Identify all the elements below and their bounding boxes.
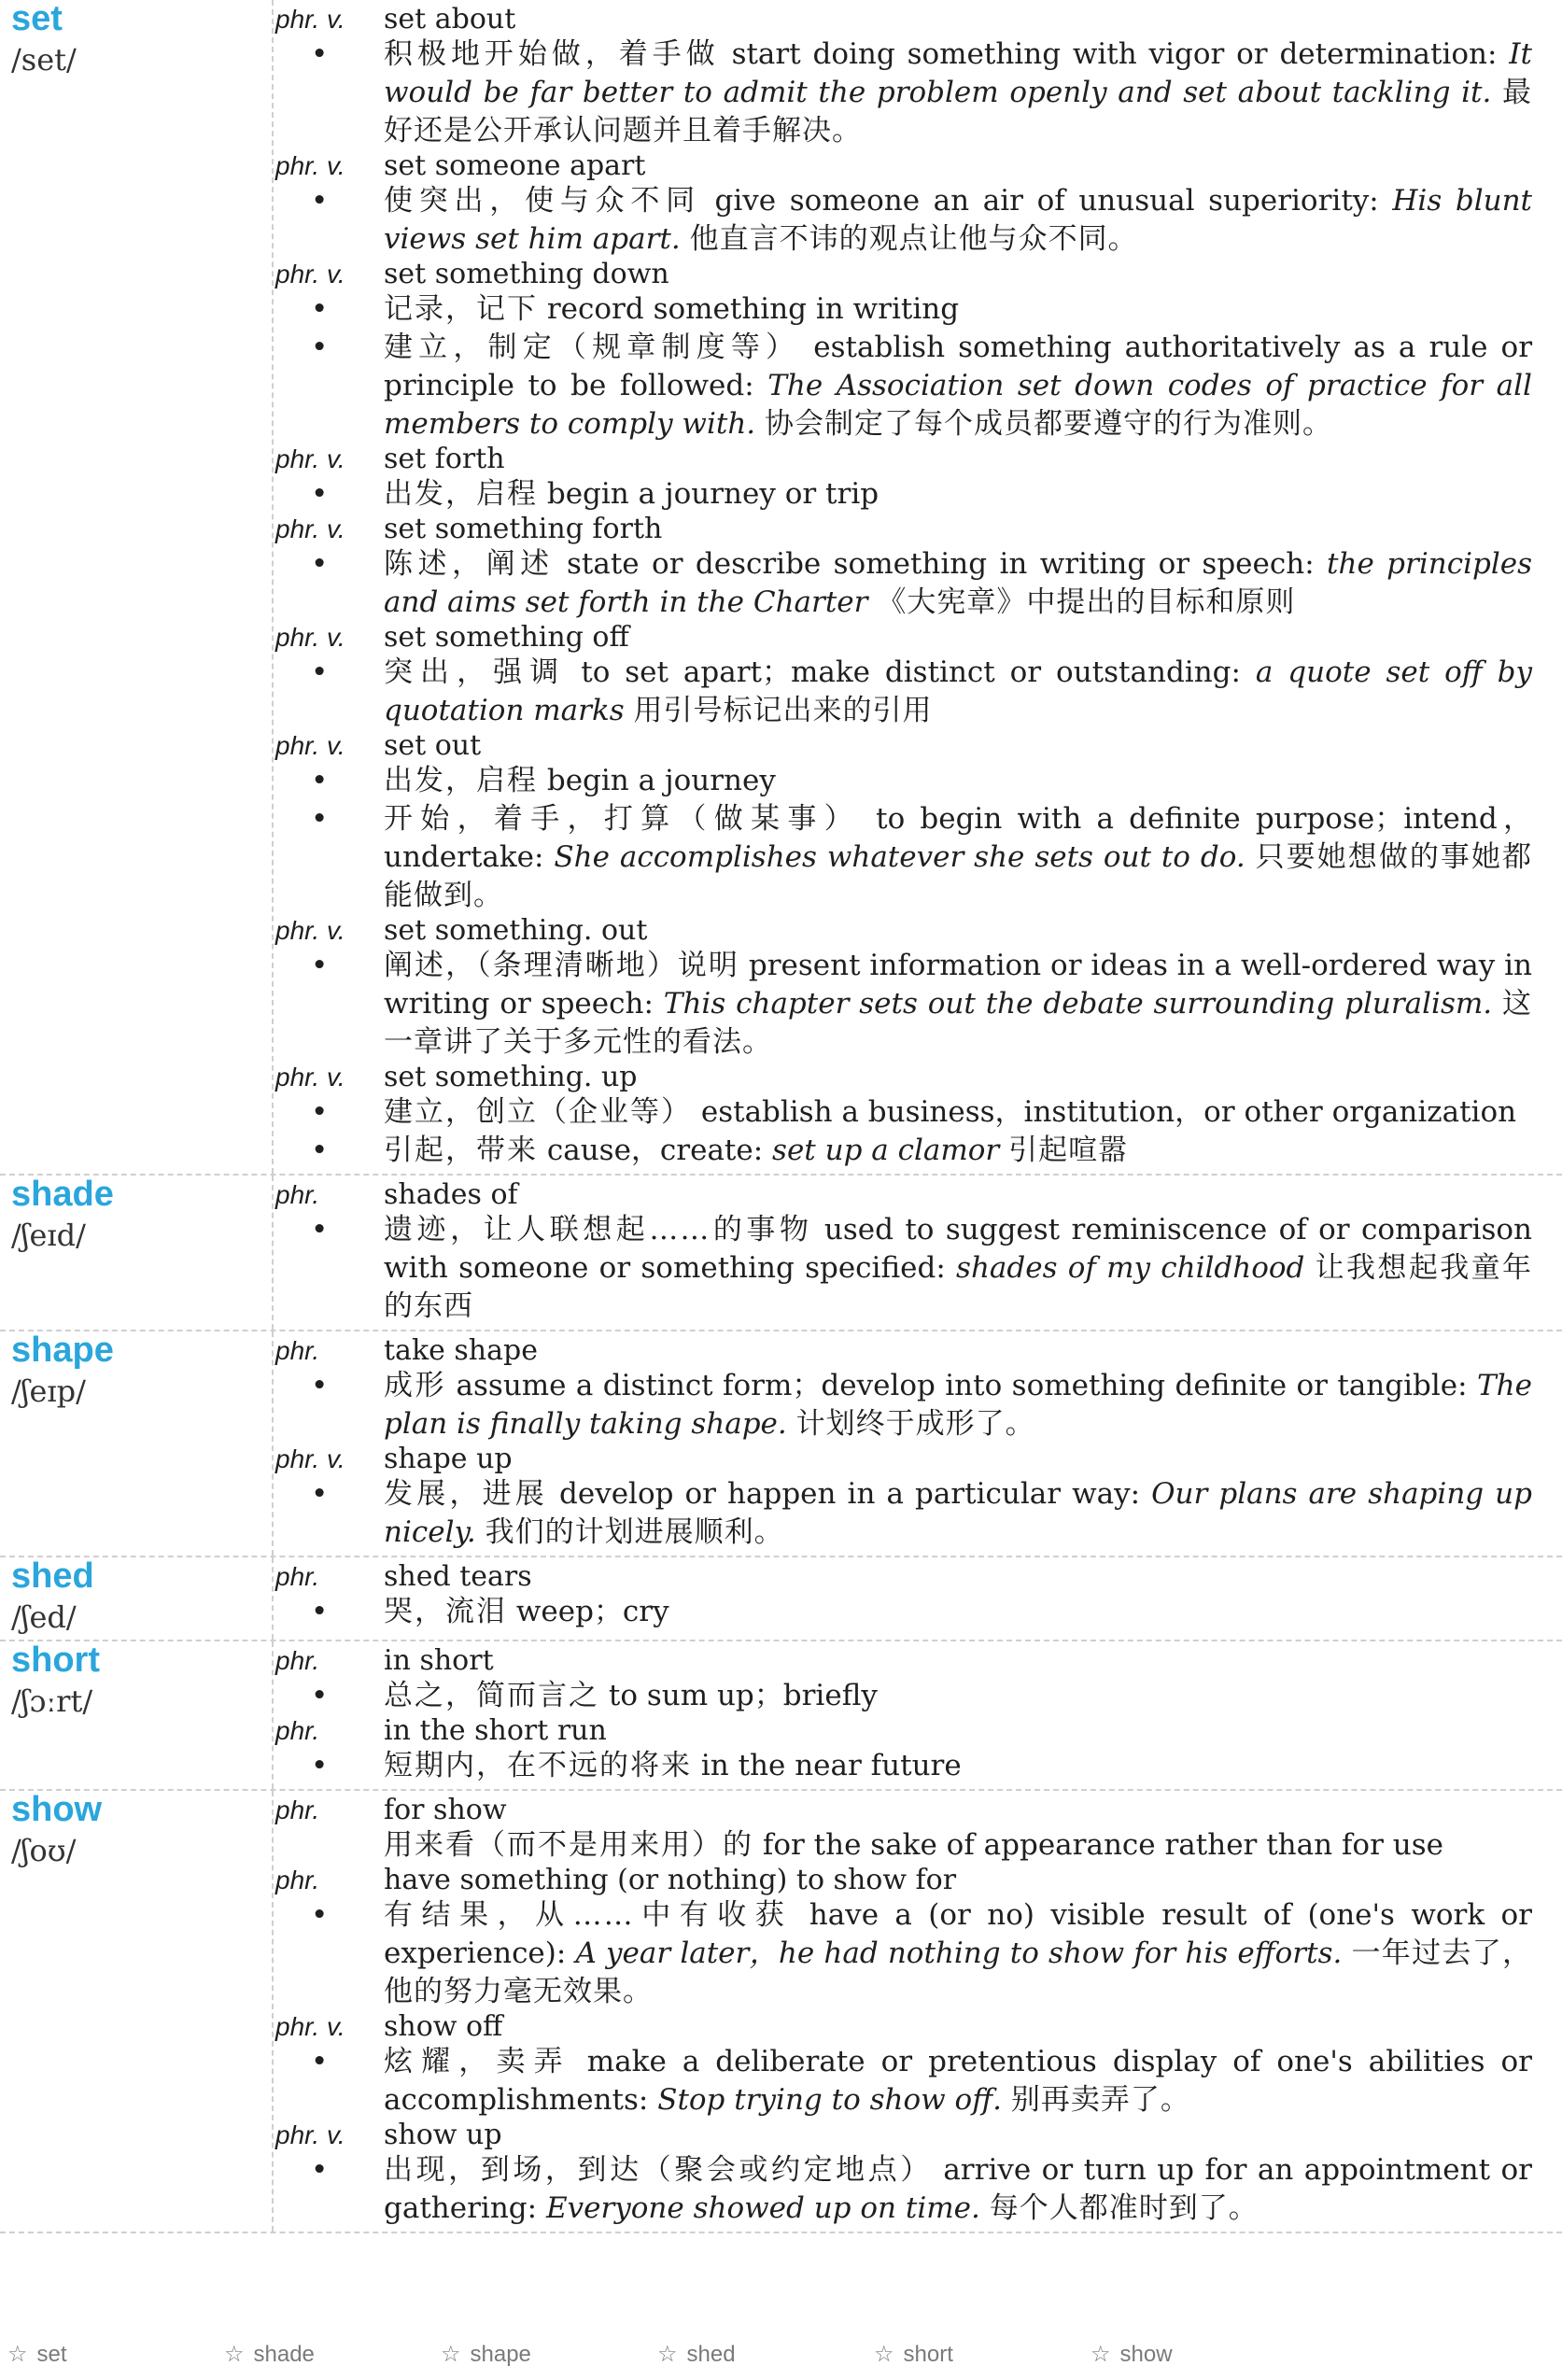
sense bbox=[274, 2043, 1532, 2119]
sense-text bbox=[384, 1747, 1532, 1785]
example-translation: 让我想起我童年的东西 bbox=[384, 1251, 1532, 1323]
phrase-line bbox=[274, 622, 1532, 654]
phrase-text: set something down bbox=[384, 258, 669, 290]
phonetic: /ʃɔːrt/ bbox=[11, 1683, 93, 1719]
example-sentence: Stop trying to show off. bbox=[657, 2083, 1003, 2117]
example-translation: 我们的计划进展顺利。 bbox=[485, 1515, 784, 1549]
part-of-speech-tag: phr. bbox=[275, 1796, 320, 1824]
bullet-icon: • bbox=[311, 655, 329, 689]
part-of-speech-tag: phr. v. bbox=[275, 260, 345, 289]
definition-english: have a (or no) visible result of (one's work or experience): bbox=[384, 1898, 1532, 1970]
entry-show bbox=[0, 1791, 1562, 2233]
star-icon: ☆ bbox=[224, 2342, 245, 2367]
example-sentence: a quote set off by quotation marks bbox=[384, 655, 1533, 727]
headword: show bbox=[11, 1790, 103, 1829]
definition-chinese: 出发，启程 bbox=[384, 764, 538, 797]
footer-link-shed[interactable] bbox=[650, 2341, 866, 2380]
definitions-column bbox=[274, 1176, 1562, 1330]
entry-shape bbox=[0, 1331, 1562, 1557]
sense bbox=[274, 1475, 1532, 1552]
entry-set bbox=[0, 0, 1562, 1176]
entry-short bbox=[0, 1641, 1562, 1791]
phrase-line bbox=[274, 1062, 1532, 1093]
part-of-speech-tag: phr. bbox=[275, 1562, 320, 1591]
headword: shade bbox=[11, 1175, 114, 1214]
sense-text bbox=[384, 1132, 1532, 1170]
definition-chinese: 出发，启程 bbox=[384, 477, 538, 511]
bullet-icon: • bbox=[311, 1095, 329, 1129]
phonetic: /ʃeɪd/ bbox=[11, 1218, 86, 1253]
definition-english: used to suggest reminiscence of or comparison with someone or something specified: bbox=[384, 1213, 1532, 1285]
definition-english: to sum up；briefly bbox=[608, 1679, 878, 1712]
footer-link-show[interactable] bbox=[1083, 2341, 1300, 2380]
sense bbox=[274, 290, 1532, 329]
sense-text bbox=[384, 2151, 1532, 2228]
definition-english: establish something authoritatively as a rule or principle to be followed: bbox=[384, 331, 1533, 402]
phonetic: /ʃed/ bbox=[11, 1599, 77, 1635]
phrase-line bbox=[274, 1335, 1532, 1367]
example-sentence: Our plans are shaping up nicely. bbox=[384, 1477, 1532, 1549]
phrase-line bbox=[274, 915, 1532, 947]
sense-text bbox=[384, 1896, 1532, 2011]
bullet-icon: • bbox=[311, 547, 329, 581]
definition-english: in the near future bbox=[700, 1749, 962, 1782]
definition-english: to set apart；make distinct or outstanding: bbox=[581, 655, 1241, 689]
phrase-line bbox=[274, 1795, 1532, 1826]
sense-text bbox=[384, 1826, 1532, 1865]
phrase-text: have something (or nothing) to show for bbox=[384, 1864, 957, 1896]
sense bbox=[274, 545, 1532, 622]
definition-chinese: 使突出，使与众不同 bbox=[384, 184, 701, 218]
example-translation: 协会制定了每个成员都要遵守的行为准则。 bbox=[765, 407, 1333, 441]
phrase-line bbox=[274, 444, 1532, 475]
definition-english: record something in writing bbox=[546, 292, 960, 326]
sense-text bbox=[384, 1367, 1532, 1443]
phrase-line bbox=[274, 2011, 1532, 2043]
phrase-text: set out bbox=[384, 729, 482, 762]
footer-link-shade[interactable] bbox=[217, 2341, 433, 2380]
example-translation: 计划终于成形了。 bbox=[795, 1407, 1035, 1441]
sense-text bbox=[384, 947, 1532, 1062]
footer-link-label: set bbox=[36, 2342, 67, 2367]
part-of-speech-tag: phr. v. bbox=[275, 444, 345, 473]
definition-chinese: 用来看（而不是用来用）的 bbox=[384, 1828, 753, 1862]
bullet-icon: • bbox=[311, 1679, 329, 1712]
phrase-text: shades of bbox=[384, 1178, 518, 1211]
phrase-line bbox=[274, 150, 1532, 182]
part-of-speech-tag: phr. v. bbox=[275, 514, 345, 543]
example-translation: 一年过去了，他的努力毫无效果。 bbox=[384, 1936, 1532, 2008]
sense bbox=[274, 1677, 1532, 1715]
sense bbox=[274, 1896, 1532, 2011]
definitions-column bbox=[274, 1331, 1562, 1556]
sense bbox=[274, 1132, 1532, 1170]
definition-chinese: 阐述，（条理清晰地）说明 bbox=[384, 949, 739, 982]
example-sentence: shades of my childhood bbox=[956, 1251, 1305, 1285]
definition-english: make a deliberate or pretentious display of one's abilities or accomplishments: bbox=[384, 2045, 1532, 2117]
bullet-icon: • bbox=[311, 37, 329, 71]
definition-english: start doing something with vigor or determination: bbox=[731, 37, 1498, 71]
definition-chinese: 突出，强调 bbox=[384, 655, 567, 689]
star-icon: ☆ bbox=[874, 2342, 894, 2367]
sense bbox=[274, 1367, 1532, 1443]
footer-link-set[interactable] bbox=[0, 2341, 217, 2380]
example-translation: 他直言不讳的观点让他与众不同。 bbox=[689, 222, 1138, 256]
headword-column bbox=[0, 1176, 274, 1330]
definition-chinese: 陈述，阐述 bbox=[384, 547, 555, 581]
definition-english: assume a distinct form；develop into something definite or tangible: bbox=[456, 1369, 1468, 1402]
definition-english: to begin with a definite purpose；intend，undertake: bbox=[384, 802, 1533, 874]
example-translation: 引起喧嚣 bbox=[1008, 1134, 1129, 1167]
headword-column bbox=[0, 1557, 274, 1640]
part-of-speech-tag: phr. bbox=[275, 1180, 320, 1209]
definition-english: arrive or turn up for an appointment or gathering: bbox=[384, 2153, 1532, 2225]
phonetic: /set/ bbox=[11, 42, 77, 77]
part-of-speech-tag: phr. v. bbox=[275, 1063, 345, 1091]
definition-chinese: 短期内，在不远的将来 bbox=[384, 1749, 692, 1782]
definitions-column bbox=[274, 1641, 1562, 1789]
phrase-text: for show bbox=[384, 1794, 507, 1826]
headword-column bbox=[0, 1641, 274, 1789]
sense-text bbox=[384, 654, 1532, 730]
definition-english: present information or ideas in a well-ordered way in writing or speech: bbox=[384, 949, 1533, 1021]
phrase-line bbox=[274, 1443, 1532, 1475]
headword-column bbox=[0, 0, 274, 1174]
headword-column bbox=[0, 1331, 274, 1556]
part-of-speech-tag: phr. bbox=[275, 1336, 320, 1365]
phrase-line bbox=[274, 1561, 1532, 1593]
bullet-icon: • bbox=[311, 1134, 329, 1167]
phrase-line bbox=[274, 4, 1532, 35]
star-icon: ☆ bbox=[441, 2342, 461, 2367]
part-of-speech-tag: phr. v. bbox=[275, 5, 345, 34]
footer-link-label: shade bbox=[253, 2342, 315, 2367]
entry-shade bbox=[0, 1176, 1562, 1331]
sense bbox=[274, 1593, 1532, 1631]
sense bbox=[274, 35, 1532, 150]
bullet-icon: • bbox=[311, 184, 329, 218]
definition-chinese: 有结果，从……中有收获 bbox=[384, 1898, 794, 1932]
phrase-text: show off bbox=[384, 2010, 503, 2043]
definition-chinese: 出现，到场，到达（聚会或约定地点） bbox=[384, 2153, 933, 2187]
example-translation: 最好还是公开承认问题并且着手解决。 bbox=[384, 76, 1533, 148]
part-of-speech-tag: phr. bbox=[275, 1866, 320, 1894]
part-of-speech-tag: phr. v. bbox=[275, 916, 345, 945]
example-translation: 这一章讲了关于多元性的看法。 bbox=[384, 987, 1532, 1059]
word-index-footer bbox=[0, 2341, 1562, 2380]
phrase-text: set about bbox=[384, 3, 516, 35]
definition-chinese: 总之，简而言之 bbox=[384, 1679, 599, 1712]
definition-chinese: 建立，创立（企业等） bbox=[384, 1095, 692, 1129]
part-of-speech-tag: phr. v. bbox=[275, 623, 345, 652]
footer-link-shape[interactable] bbox=[433, 2341, 650, 2380]
sense bbox=[274, 1826, 1532, 1865]
example-sentence: Everyone showed up on time. bbox=[545, 2191, 980, 2225]
sense-text bbox=[384, 2043, 1532, 2119]
footer-link-label: shape bbox=[470, 2342, 531, 2367]
sense-text bbox=[384, 1475, 1532, 1552]
example-sentence: The plan is finally taking shape. bbox=[384, 1369, 1532, 1441]
phrase-line bbox=[274, 1865, 1532, 1896]
definition-english: establish a business，institution，or other organization bbox=[700, 1095, 1517, 1129]
phrase-text: set something forth bbox=[384, 513, 663, 545]
part-of-speech-tag: phr. v. bbox=[275, 731, 345, 760]
sense-text bbox=[384, 329, 1532, 444]
definition-chinese: 哭，流泪 bbox=[384, 1595, 507, 1628]
entry-shed bbox=[0, 1557, 1562, 1641]
footer-link-label: shed bbox=[686, 2342, 736, 2367]
sense bbox=[274, 1211, 1532, 1326]
bullet-icon: • bbox=[311, 2153, 329, 2187]
phrase-text: set something off bbox=[384, 621, 629, 654]
example-sentence: the principles and aims set forth in the Charter bbox=[384, 547, 1533, 619]
headword-column bbox=[0, 1791, 274, 2232]
example-sentence: A year later，he had nothing to show for his efforts. bbox=[575, 1936, 1343, 1970]
example-translation: 用引号标记出来的引用 bbox=[633, 694, 933, 727]
sense-text bbox=[384, 1211, 1532, 1326]
phrase-text: in short bbox=[384, 1644, 494, 1677]
definitions-column bbox=[274, 1557, 1562, 1640]
example-sentence: The Association set down codes of practice for all members to comply with. bbox=[384, 369, 1532, 441]
star-icon: ☆ bbox=[1091, 2342, 1111, 2367]
sense bbox=[274, 654, 1532, 730]
sense bbox=[274, 182, 1532, 259]
part-of-speech-tag: phr. bbox=[275, 1716, 320, 1745]
example-sentence: This chapter sets out the debate surrounding pluralism. bbox=[663, 987, 1493, 1021]
sense bbox=[274, 329, 1532, 444]
sense bbox=[274, 475, 1532, 514]
bullet-icon: • bbox=[311, 802, 329, 836]
bullet-icon bbox=[274, 1826, 384, 1865]
bullet-icon: • bbox=[311, 764, 329, 797]
definition-chinese: 引起，带来 bbox=[384, 1134, 538, 1167]
phrase-line bbox=[274, 1179, 1532, 1211]
bullet-icon: • bbox=[311, 1213, 329, 1246]
bullet-icon: • bbox=[311, 1477, 329, 1511]
sense-text bbox=[384, 762, 1532, 800]
phrase-text: shape up bbox=[384, 1443, 513, 1475]
sense-text bbox=[384, 1093, 1532, 1132]
bullet-icon: • bbox=[311, 1749, 329, 1782]
definition-english: begin a journey bbox=[546, 764, 776, 797]
part-of-speech-tag: phr. v. bbox=[275, 2120, 345, 2149]
phrase-text: set someone apart bbox=[384, 149, 646, 182]
headword: shed bbox=[11, 1556, 94, 1596]
headword: set bbox=[11, 0, 63, 38]
phrase-text: take shape bbox=[384, 1334, 538, 1367]
star-icon: ☆ bbox=[657, 2342, 678, 2367]
definition-english: develop or happen in a particular way: bbox=[559, 1477, 1141, 1511]
sense-text bbox=[384, 800, 1532, 915]
phrase-line bbox=[274, 514, 1532, 545]
example-translation: 别再卖弄了。 bbox=[1010, 2083, 1190, 2117]
sense-text bbox=[384, 290, 1532, 329]
phrase-text: set something. up bbox=[384, 1061, 638, 1093]
footer-link-short[interactable] bbox=[866, 2341, 1083, 2380]
definition-english: begin a journey or trip bbox=[546, 477, 880, 511]
sense-text bbox=[384, 545, 1532, 622]
phrase-text: show up bbox=[384, 2119, 502, 2151]
phrase-line bbox=[274, 1645, 1532, 1677]
definition-chinese: 发展，进展 bbox=[384, 1477, 548, 1511]
part-of-speech-tag: phr. v. bbox=[275, 1444, 345, 1473]
definition-english: for the sake of appearance rather than for use bbox=[762, 1828, 1443, 1862]
sense-text bbox=[384, 1677, 1532, 1715]
bullet-icon: • bbox=[311, 331, 329, 364]
sense-text bbox=[384, 1593, 1532, 1631]
phrase-text: set forth bbox=[384, 443, 505, 475]
phrase-line bbox=[274, 259, 1532, 290]
headword: short bbox=[11, 1641, 100, 1680]
part-of-speech-tag: phr. bbox=[275, 1646, 320, 1675]
phrase-text: in the short run bbox=[384, 1714, 607, 1747]
footer-link-label: short bbox=[903, 2342, 953, 2367]
sense-text bbox=[384, 182, 1532, 259]
definition-chinese: 遗迹，让人联想起……的事物 bbox=[384, 1213, 813, 1246]
example-translation: 每个人都准时到了。 bbox=[989, 2191, 1259, 2225]
bullet-icon: • bbox=[311, 1898, 329, 1932]
bullet-icon: • bbox=[311, 2045, 329, 2078]
sense bbox=[274, 1093, 1532, 1132]
bullet-icon: • bbox=[311, 1595, 329, 1628]
part-of-speech-tag: phr. v. bbox=[275, 151, 345, 180]
definition-chinese: 记录，记下 bbox=[384, 292, 538, 326]
bullet-icon: • bbox=[311, 292, 329, 326]
sense-text bbox=[384, 35, 1532, 150]
definition-chinese: 开始，着手，打算（做某事） bbox=[384, 802, 861, 836]
definition-chinese: 积极地开始做，着手做 bbox=[384, 37, 720, 71]
headword: shape bbox=[11, 1331, 114, 1370]
sense bbox=[274, 762, 1532, 800]
example-sentence: His blunt views set him apart. bbox=[384, 184, 1533, 256]
sense bbox=[274, 1747, 1532, 1785]
definitions-column bbox=[274, 0, 1562, 1174]
bullet-icon: • bbox=[311, 949, 329, 982]
phrase-line bbox=[274, 2119, 1532, 2151]
phrase-text: shed tears bbox=[384, 1560, 532, 1593]
definition-english: weep；cry bbox=[515, 1595, 669, 1628]
sense bbox=[274, 2151, 1532, 2228]
phrase-line bbox=[274, 1715, 1532, 1747]
phrase-line bbox=[274, 730, 1532, 762]
definition-chinese: 成形 bbox=[384, 1369, 447, 1402]
sense bbox=[274, 947, 1532, 1062]
definitions-column bbox=[274, 1791, 1562, 2232]
definition-english: state or describe something in writing or speech: bbox=[567, 547, 1315, 581]
example-translation: 只要她想做的事她都能做到。 bbox=[384, 840, 1533, 912]
bullet-icon: • bbox=[311, 1369, 329, 1402]
definition-chinese: 炫耀，卖弄 bbox=[384, 2045, 571, 2078]
bullet-icon: • bbox=[311, 477, 329, 511]
example-sentence: set up a clamor bbox=[772, 1134, 1000, 1167]
example-translation: 《大宪章》中提出的目标和原则 bbox=[877, 585, 1296, 619]
part-of-speech-tag: phr. v. bbox=[275, 2012, 345, 2041]
phonetic: /ʃoʊ/ bbox=[11, 1833, 77, 1868]
example-sentence: It would be far better to admit the problem openly and set about tackling it. bbox=[384, 37, 1532, 109]
sense bbox=[274, 800, 1532, 915]
sense-text bbox=[384, 475, 1532, 514]
phonetic: /ʃeɪp/ bbox=[11, 1373, 86, 1409]
star-icon: ☆ bbox=[7, 2342, 28, 2367]
example-sentence: She accomplishes whatever she sets out to do. bbox=[554, 840, 1245, 874]
definition-english: give someone an air of unusual superiority: bbox=[714, 184, 1379, 218]
definition-english: cause，create: bbox=[546, 1134, 764, 1167]
phrase-text: set something. out bbox=[384, 914, 648, 947]
footer-link-label: show bbox=[1119, 2342, 1173, 2367]
definition-chinese: 建立，制定（规章制度等） bbox=[384, 331, 801, 364]
